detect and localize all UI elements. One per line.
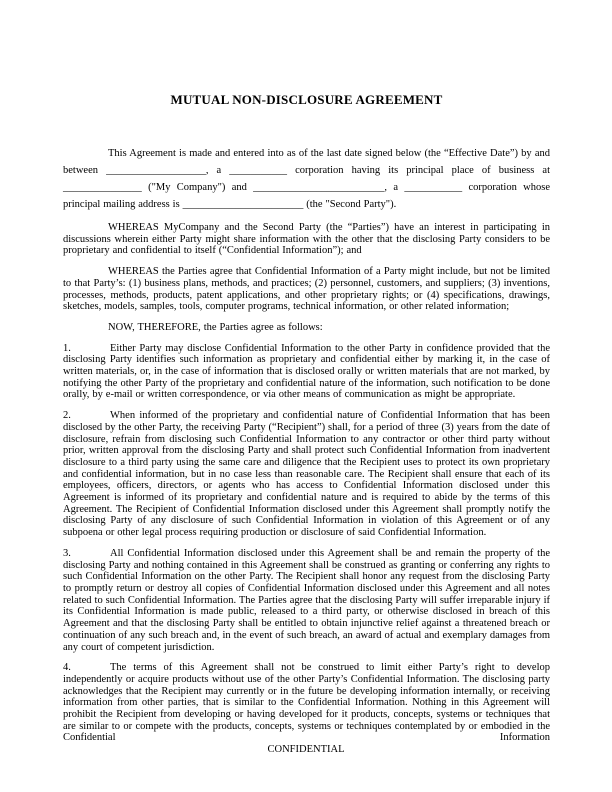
clause-3 — [63, 548, 550, 653]
recital-paragraph-2: WHEREAS the Parties agree that Confidential Information of a Party might include, but not be limited to that Party’s: (1) business plans, methods, and practices; (2) personnel, customers, and suppliers; (3) inventions, processes, methods, products, patent applications, and other proprietary rights; or (4) specifications, drawings, sketches, models, samples, tools, computer programs, technical information, or other related information; — [63, 266, 550, 313]
clause-1-text: Either Party may disclose Confidential Information to the other Party in confidence provided that the disclosing Party identifies such information as proprietary and confidential either by marking it, in the case of written materials, or, in the case of information that is disclosed orally or written materials that are not marked, by notifying the other Party of the proprietary and confidential nature of the information, such notification to be done orally, by e-mail or written correspondence, or via other means of communication as might be appropriate. — [63, 342, 550, 401]
clause-4-text: The terms of this Agreement shall not be construed to limit either Party’s right to develop independently or acquire products without use of the other Party’s Confidential Information. The disclosing party acknowledges that the Recipient may currently or in the future be developing information internally, or receiving information from other parties, that is similar to the Confidential Information. Nothing in this Agreement will prohibit the Recipient from developing or having developed for it products, concepts, systems or techniques that are similar to or compete with the products, concepts, systems or techniques contemplated by or embodied in the Confidential Information — [63, 662, 550, 744]
intro-paragraph: This Agreement is made and entered into as of the last date signed below (the “Effective Date”) by and between ___________________, a ___________ corporation having its principal place of business at _______________ ("My Company") and _________________________, a ___________ corporation whose principal mailing address is _______________________ (the "Second Party"). — [63, 148, 550, 210]
document-title: MUTUAL NON-DISCLOSURE AGREEMENT — [170, 92, 443, 107]
clause-2 — [63, 410, 550, 539]
clause-4-number: 4. — [63, 662, 71, 674]
clause-2-text: When informed of the proprietary and confidential nature of Confidential Information that has been disclosed by the other Party, the receiving Party (“Recipient”) shall, for a period of three (3) years from the date of disclosure, refrain from disclosing such Confidential Information to any contractor or other third party without prior, written approval from the disclosing Party and shall protect such Confidential Information from inadvertent disclosure to a third party using the same care and diligence that the Recipient uses to protect its own proprietary and confidential information, but in no case less than reasonable care. The Recipient shall ensure that each of its employees, officers, directors, or agents who has access to Confidential Information disclosed under this Agreement is informed of its proprietary and confidential nature and is required to abide by the terms of this Agreement. The Recipient of Confidential Information disclosed under this Agreement shall promptly notify the disclosing Party of any disclosure of such Confidential Information in violation of this Agreement or of any subpoena or other legal process requiring production or disclosure of said Confidential Information. — [63, 410, 550, 539]
now-therefore-line: NOW, THEREFORE, the Parties agree as follows: — [108, 321, 323, 333]
footer-confidential: CONFIDENTIAL — [267, 744, 345, 755]
clause-2-number: 2. — [63, 410, 71, 422]
clause-1-number: 1. — [63, 342, 71, 354]
clause-1 — [63, 343, 550, 402]
clause-3-number: 3. — [63, 547, 71, 559]
recital-paragraph-1: WHEREAS MyCompany and the Second Party (the “Parties”) have an interest in participating in discussions wherein either Party might share information with the other that the disclosing Party considers to be proprietary and confidential to itself (“Confidential Information”); and — [63, 222, 550, 257]
clause-3-text: All Confidential Information disclosed under this Agreement shall be and remain the property of the disclosing Party and nothing contained in this Agreement shall be construed as granting or conferring any rights to such Confidential Information on the other Party. The Recipient shall honor any request from the disclosing Party to promptly return or destroy all copies of Confidential Information disclosed under this Agreement and all notes related to such Confidential Information. The Parties agree that the disclosing Party will suffer irreparable injury if its Confidential Information is made public, released to a third party, or otherwise disclosed in breach of this Agreement and that the disclosing Party shall be entitled to obtain injunctive relief against a threatened breach or continuation of any such breach and, in the event of such breach, an award of actual and exemplary damages from any court of competent jurisdiction. — [63, 547, 550, 653]
clause-4 — [63, 662, 550, 744]
